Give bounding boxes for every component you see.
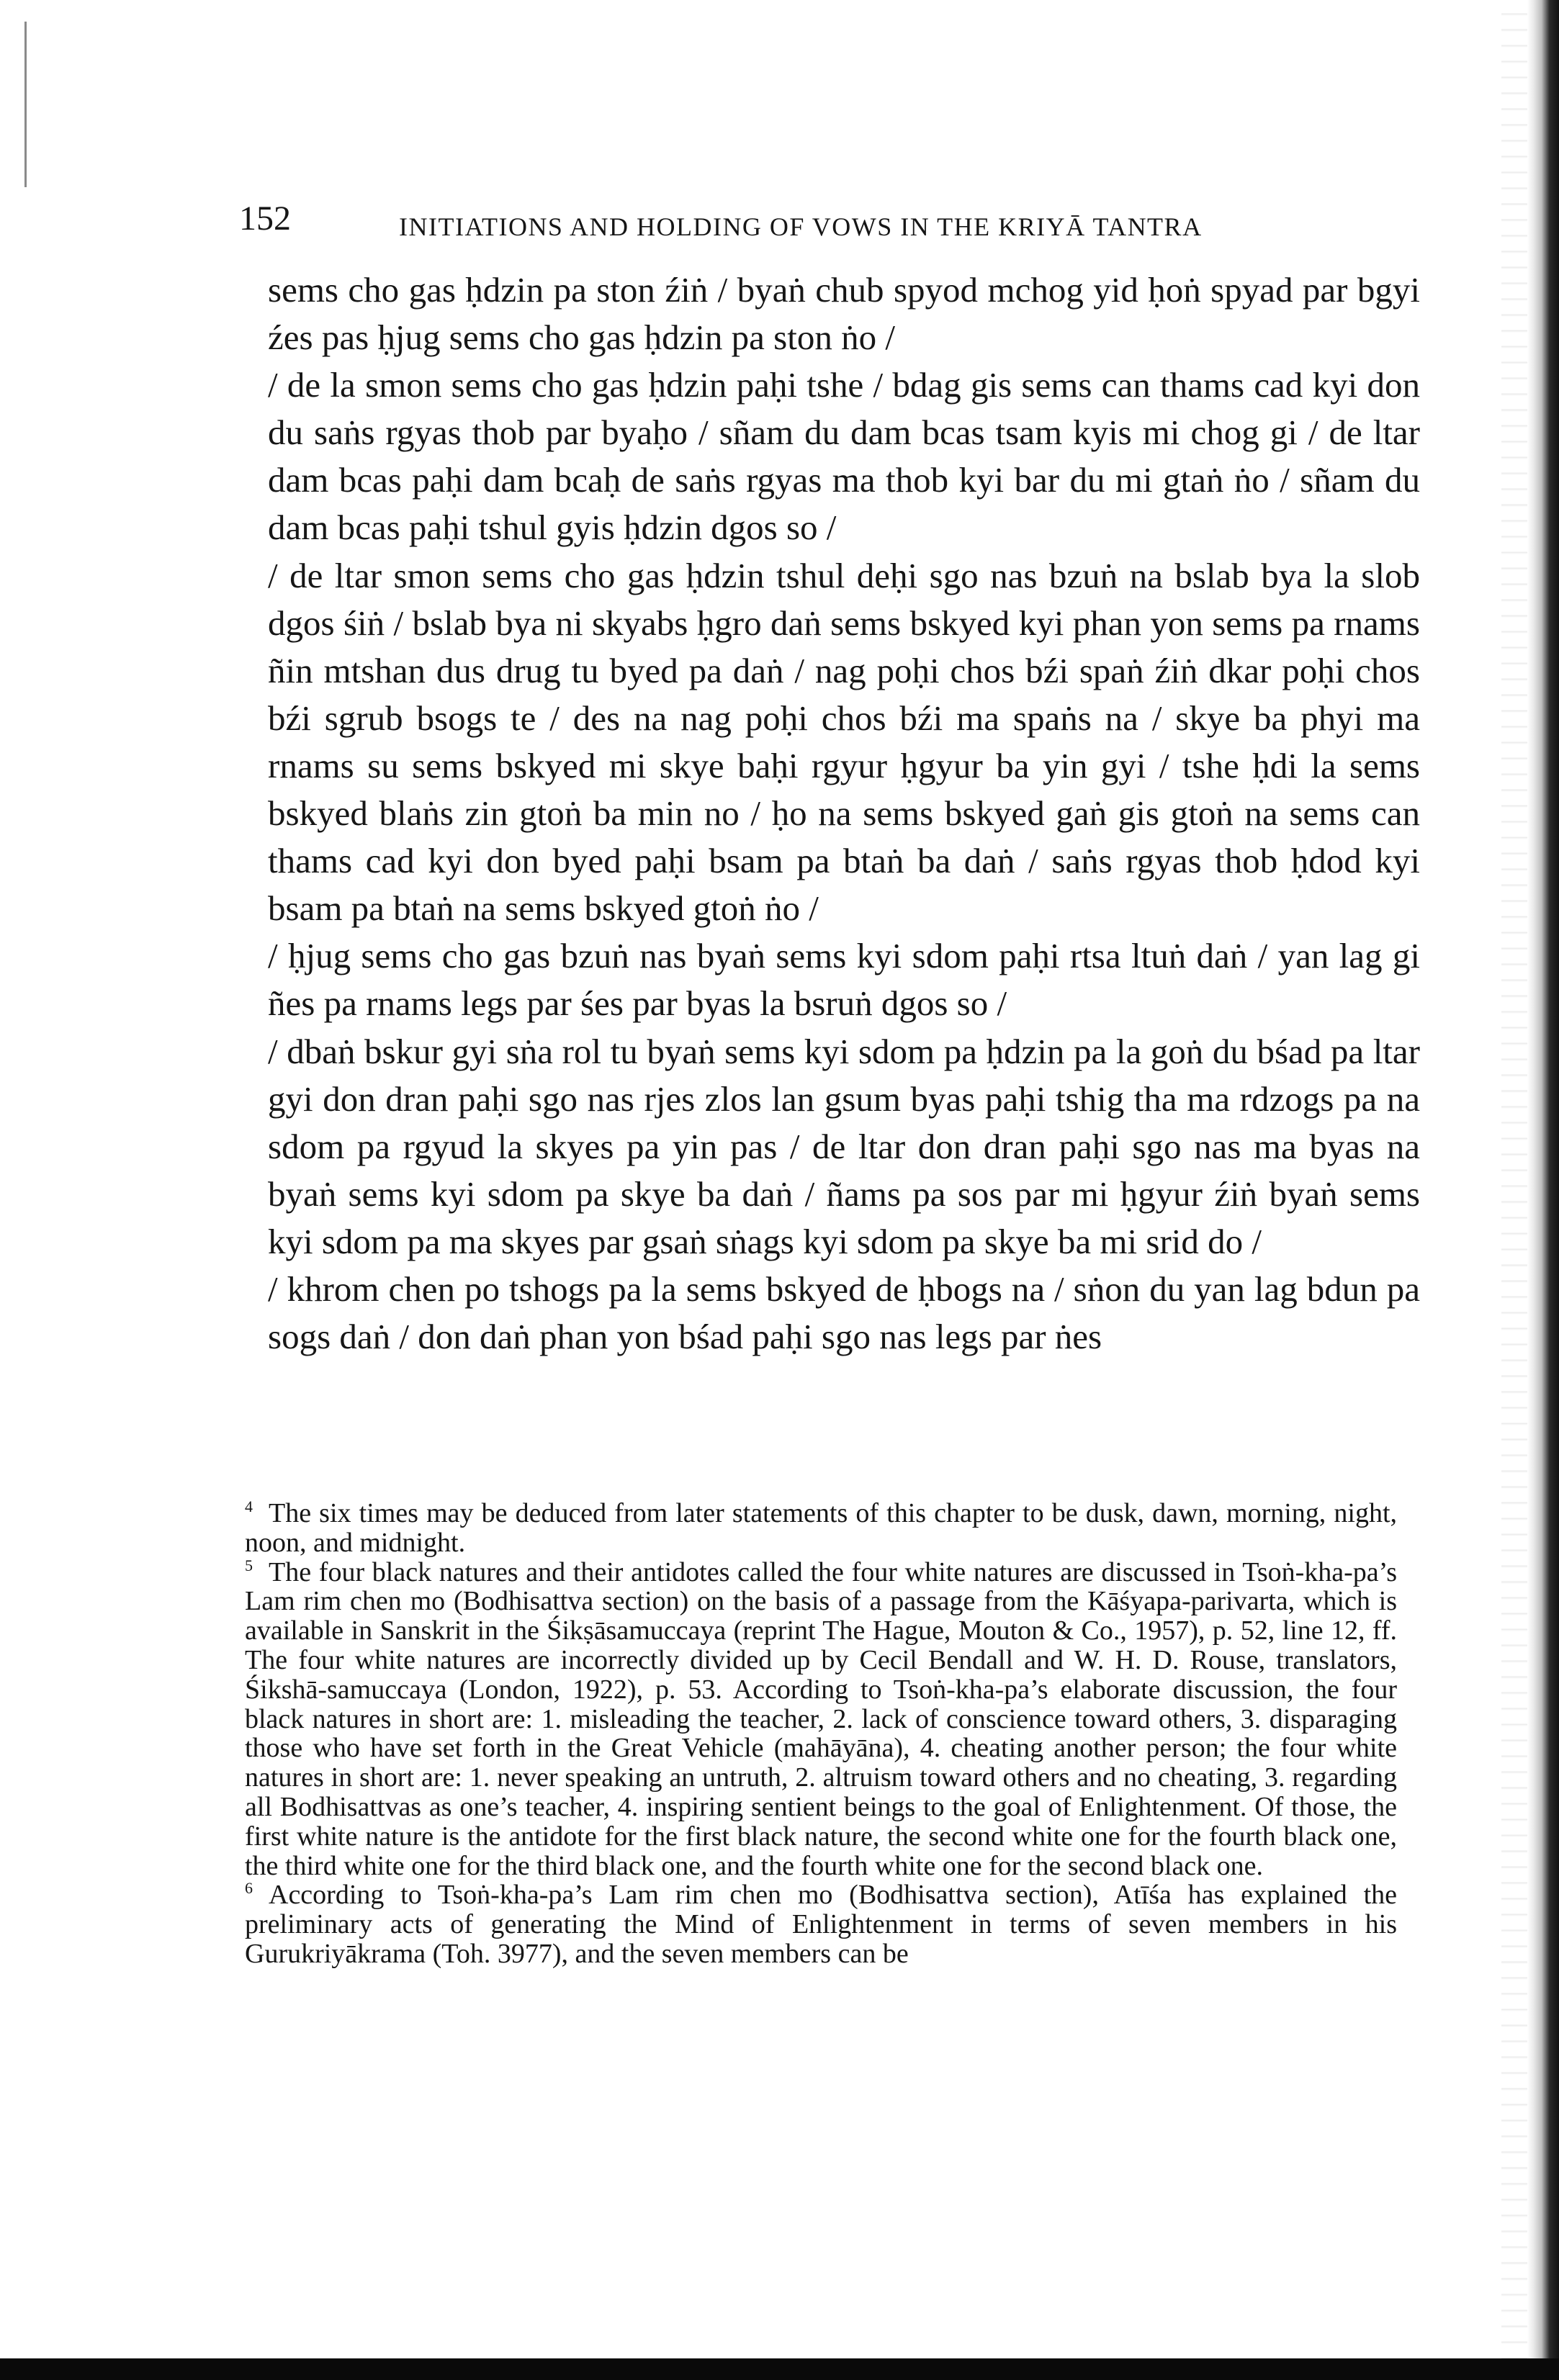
footnote-mark: 4 xyxy=(245,1497,253,1515)
footnote-text: The four black natures and their antidotes called the four white natures are discussed in Tsoṅ-kha-pa’s Lam rim chen mo (Bodhisattva section) on the basis of a passage from the Kāśyapa-parivarta, which is available in Sanskrit in the Śikṣāsamuccaya (reprint The Hague, Mouton & Co., 1957), p. 52, line 12, ff. The four white natures are incorrectly divided up by Cecil Bendall and W. H. D. Rouse, translators, Śikshā-samuccaya (London, 1922), p. 53. According to Tsoṅ-kha-pa’s elaborate discussion, the four black natures in short are: 1. misleading the teacher, 2. lack of conscience toward others, 3. disparaging those who have set forth in the Great Vehicle (mahāyāna), 4. cheating another person; the four white natures in short are: 1. never speaking an untruth, 2. altruism toward others and no cheating, 3. regarding all Bodhisattvas as one’s teacher, 4. inspiring sentient beings to the goal of Enlightenment. Of those, the first white nature is the antidote for the first black nature, the second white one for the fourth black one, the third white one for the third black one, and the fourth white one for the second black one. xyxy=(245,1556,1397,1881)
footnote xyxy=(245,1499,1397,1558)
body-paragraph: / ḥjug sems cho gas bzuṅ nas byaṅ sems kyi sdom paḥi rtsa ltuṅ daṅ / yan lag gi ñes pa rnams legs par śes par byas la bsruṅ dgos so / xyxy=(268,936,1420,1024)
body-paragraph: / khrom chen po tshogs pa la sems bskyed de ḥbogs na / sṅon du yan lag bdun pa sogs daṅ / don daṅ phan yon bśad paḥi sgo nas legs par ṅes xyxy=(268,1268,1420,1357)
body-paragraph: / de la smon sems cho gas ḥdzin paḥi tshe / bdag gis sems can thams cad kyi don du saṅs rgyas thob par byaḥo / sñam du dam bcas tsam kyis mi chog gi / de ltar dam bcas paḥi dam bcaḥ de saṅs rgyas ma thob kyi bar du mi gtaṅ ṅo / sñam du dam bcas paḥi tshul gyis ḥdzin dgos so / xyxy=(268,365,1420,548)
scan-left-edge-mark xyxy=(24,22,27,187)
body-paragraph: sems cho gas ḥdzin pa ston źiṅ / byaṅ chub spyod mchog yid ḥoṅ spyad par bgyi źes pas ḥjug sems cho gas ḥdzin pa ston ṅo / xyxy=(268,270,1420,358)
footnotes xyxy=(245,1499,1397,1969)
body-text xyxy=(268,266,1420,1361)
body-paragraph: / dbaṅ bskur gyi sṅa rol tu byaṅ sems kyi sdom pa ḥdzin pa la goṅ du bśad pa ltar gyi don dran paḥi sgo nas rjes zlos lan gsum byas paḥi tshig tha ma rdzogs pa na sdom pa rgyud la skyes pa yin pas / de ltar don dran paḥi sgo nas ma byas na byaṅ sems kyi sdom pa skye ba daṅ / ñams pa sos par mi ḥgyur źiṅ byaṅ sems kyi sdom pa ma skyes par gsaṅ sṅags kyi sdom pa skye ba mi srid do / xyxy=(268,1031,1420,1261)
footnote-text: According to Tsoṅ-kha-pa’s Lam rim chen mo (Bodhisattva section), Atīśa has explained the preliminary acts of generating the Mind of Enlightenment in terms of seven members in his Gurukriyākrama (Toh. 3977), and the seven members can be xyxy=(245,1880,1397,1969)
page-number: 152 xyxy=(239,199,291,238)
running-head: INITIATIONS AND HOLDING OF VOWS IN THE KRIYĀ TANTRA xyxy=(399,212,1203,241)
footnote-text: The six times may be deduced from later statements of this chapter to be dusk, dawn, morning, night, noon, and midnight. xyxy=(245,1498,1397,1558)
footnote-mark: 6 xyxy=(245,1879,253,1898)
scan-bottom-edge xyxy=(0,2358,1559,2380)
footnote xyxy=(245,1558,1397,1881)
footnote-mark: 5 xyxy=(245,1556,253,1574)
page-header xyxy=(239,193,1420,251)
scan-right-speckle xyxy=(1501,0,1527,2380)
footnote xyxy=(245,1880,1397,1968)
scan-right-binding-shadow xyxy=(1527,0,1559,2380)
body-paragraph: / de ltar smon sems cho gas ḥdzin tshul deḥi sgo nas bzuṅ na bslab bya la slob dgos śiṅ / bslab bya ni skyabs ḥgro daṅ sems bskyed kyi phan yon sems pa rnams ñin mtshan dus drug tu byed pa daṅ / nag poḥi chos bźi spaṅ źiṅ dkar poḥi chos bźi sgrub bsogs te / des na nag poḥi chos bźi ma spaṅs na / skye ba phyi ma rnams su sems bskyed mi skye baḥi rgyur ḥgyur ba yin gyi / tshe ḥdi la sems bskyed blaṅs zin gtoṅ ba min no / ḥo na sems bskyed gaṅ gis gtoṅ na sems can thams cad kyi don byed paḥi bsam pa btaṅ ba daṅ / saṅs rgyas thob ḥdod kyi bsam pa btaṅ na sems bskyed gtoṅ ṅo / xyxy=(268,555,1420,929)
